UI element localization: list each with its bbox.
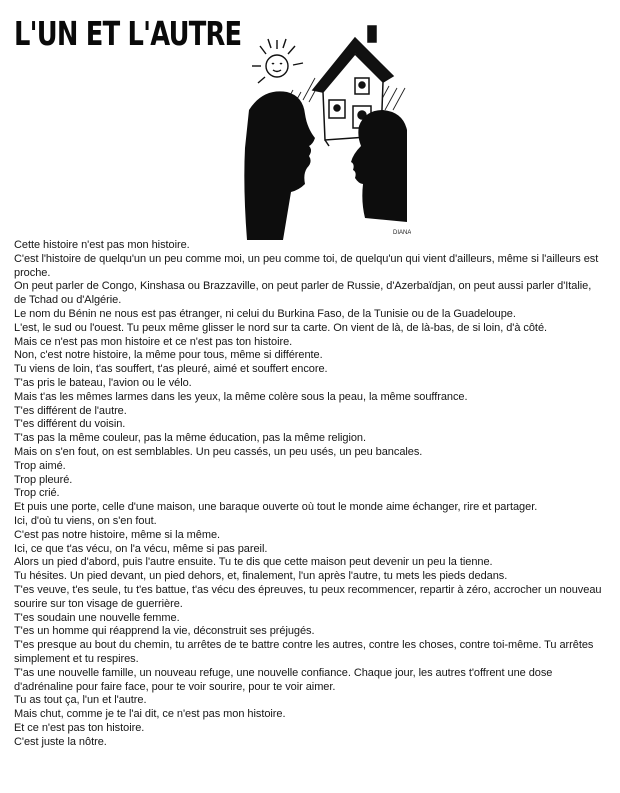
paragraph: T'es différent de l'autre. (14, 404, 127, 417)
paragraph: T'es veuve, t'es seule, tu t'es battue, t'as vécu des épreuves, tu peux recommencer, repartir à zéro, accrocher un nouveau sourire sur ton visage de guerrière. (14, 583, 602, 610)
paragraph: T'as pas la même couleur, pas la même éducation, pas la même religion. (14, 432, 366, 445)
article-body (14, 239, 606, 749)
paragraph: Ici, ce que t'as vécu, on l'a vécu, même si pas pareil. (14, 542, 268, 555)
paragraph: C'est pas notre histoire, même si la même. (14, 528, 221, 541)
paragraph: Ici, d'où tu viens, on s'en fout. (14, 514, 157, 527)
paragraph: Mais chut, comme je te l'ai dit, ce n'est pas mon histoire. (14, 708, 286, 721)
illustration-house-faces (243, 18, 411, 240)
paragraph: Le nom du Bénin ne nous est pas étranger, ni celui du Burkina Faso, de la Tunisie ou de la Guadeloupe. (14, 307, 516, 320)
illustration-signature: DIANA (393, 230, 411, 236)
paragraph: Mais t'as les mêmes larmes dans les yeux, la même colère sous la peau, la même souffrance. (14, 390, 468, 403)
paragraph: T'as pris le bateau, l'avion ou le vélo. (14, 376, 192, 389)
article-title: L'UN ET L'AUTRE (14, 14, 242, 53)
paragraph: On peut parler de Congo, Kinshasa ou Brazzaville, on peut parler de Russie, d'Azerbaïdjan, on peut aussi parler d'Italie, de Tchad ou d'Algérie. (14, 280, 592, 307)
paragraph: T'es presque au bout du chemin, tu arrêtes de te battre contre les autres, contre les choses, contre toi-même. Tu arrêtes simplement et tu respires. (14, 639, 594, 665)
paragraph: Cette histoire n'est pas mon histoire. (14, 239, 190, 251)
paragraph: Mais on s'en fout, on est semblables. Un peu cassés, un peu usés, un peu bancales. (14, 445, 423, 458)
paragraph: L'est, le sud ou l'ouest. Tu peux même glisser le nord sur ta carte. On vient de là, de là-bas, de si loin, d'à côté. (14, 321, 548, 334)
paragraph: Tu viens de loin, t'as souffert, t'as pleuré, aimé et souffert encore. (14, 363, 328, 376)
paragraph: C'est l'histoire de quelqu'un un peu comme moi, un peu comme toi, de quelqu'un qui vient d'ailleurs, même si l'ailleurs est proche. (14, 252, 599, 279)
paragraph: Trop pleuré. (14, 473, 73, 486)
paragraph: T'es différent du voisin. (14, 418, 126, 431)
paragraph: C'est juste la nôtre. (14, 735, 107, 748)
man-silhouette (351, 110, 407, 222)
paragraph: Et puis une porte, celle d'une maison, une baraque ouverte où tout le monde aime échanger, rire et partager. (14, 501, 538, 514)
paragraph: Mais ce n'est pas mon histoire et ce n'est pas ton histoire. (14, 335, 293, 348)
paragraph: Et ce n'est pas ton histoire. (14, 721, 145, 734)
paragraph: Tu hésites. Un pied devant, un pied dehors, et, finalement, l'un après l'autre, tu mets les pieds dedans. (14, 570, 508, 583)
paragraph: Tu as tout ça, l'un et l'autre. (14, 694, 147, 707)
paragraph: Trop crié. (14, 487, 60, 500)
paragraph: T'es soudain une nouvelle femme. (14, 611, 180, 624)
sun-icon (252, 39, 303, 83)
paragraph: T'as une nouvelle famille, un nouveau refuge, une nouvelle confiance. Chaque jour, les autres t'offrent une dose d'adrénaline pour faire face, pour te voir sourire, pour te voir aimer. (14, 666, 553, 693)
paragraph: Non, c'est notre histoire, la même pour tous, même si différente. (14, 349, 323, 362)
paragraph: Trop aimé. (14, 459, 66, 472)
paragraph: Alors un pied d'abord, puis l'autre ensuite. Tu te dis que cette maison peut devenir un peu la tienne. (14, 556, 493, 569)
woman-silhouette (244, 91, 315, 240)
paragraph: T'es un homme qui réapprend la vie, déconstruit ses préjugés. (14, 625, 315, 638)
